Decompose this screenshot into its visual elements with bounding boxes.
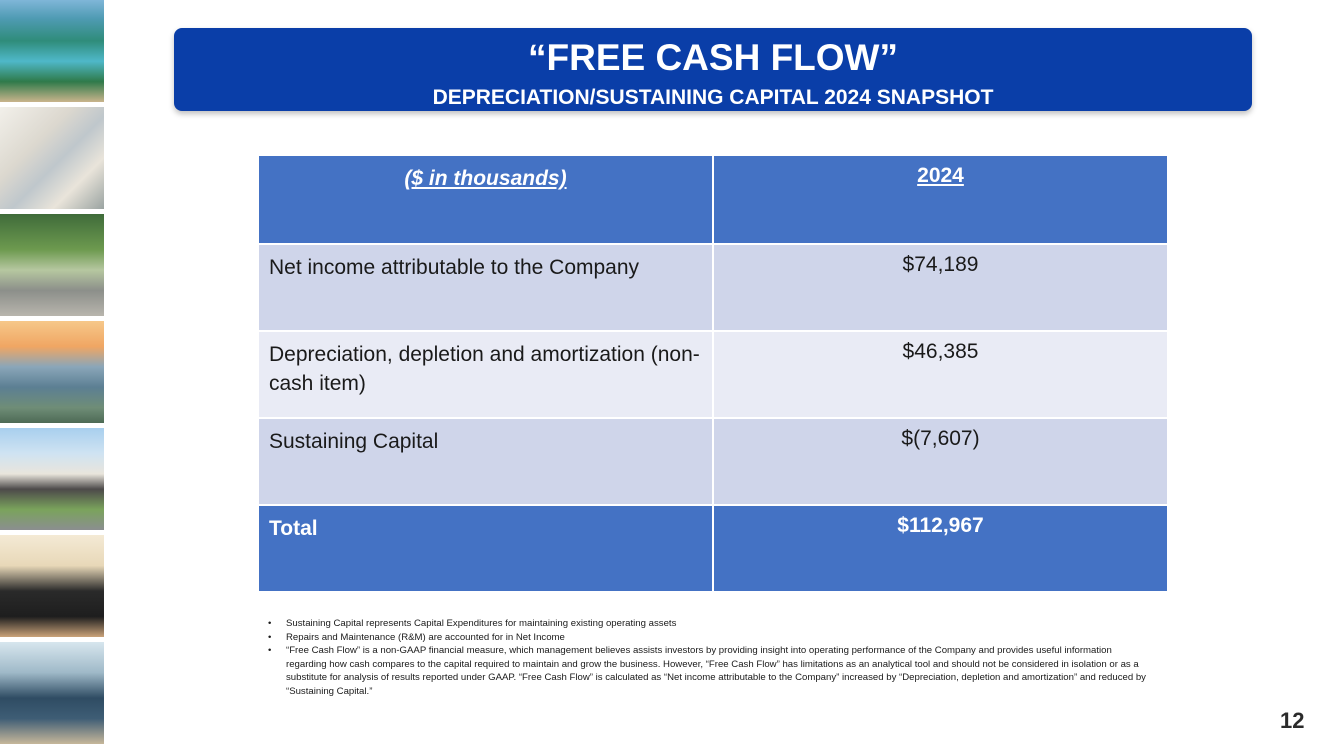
page-subtitle: DEPRECIATION/SUSTAINING CAPITAL 2024 SNAPSHOT [432,86,994,109]
year-header: 2024 [712,156,1167,243]
row-value: $(7,607) [712,417,1167,504]
total-label: Total [259,504,712,591]
units-header: ($ in thousands) [259,156,712,243]
title-banner [174,28,1252,111]
row-label: Sustaining Capital [259,417,712,504]
house-scooter-photo [0,428,104,530]
page-title: “FREE CASH FLOW” [528,37,898,78]
total-value: $112,967 [712,504,1167,591]
server-photo [0,535,104,637]
footnote-text: Repairs and Maintenance (R&M) are accounted for in Net Income [286,631,565,643]
free-cash-flow-table [259,156,1167,591]
total-row [259,504,1167,591]
page-number: 12 [1280,708,1305,733]
footnote-text: Sustaining Capital represents Capital Expenditures for maintaining existing operating assets [286,618,677,629]
sunset-community-photo [0,321,104,423]
bullet-icon: • [268,631,272,643]
footnote-item [268,617,1148,631]
living-room-photo [0,107,104,209]
row-value: $46,385 [712,330,1167,417]
table-header-row [259,156,1167,243]
photo-strip [0,0,104,749]
table-row [259,243,1167,330]
bullet-icon: • [268,618,272,629]
resort-pool-photo [0,0,104,102]
footnote-text: “Free Cash Flow” is a non-GAAP financial measure, which management believes assists investors by providing insight into operating performance of the Company and provides useful information regarding how cash compares to the capital required to maintain and grow the business. However, “Free Cash Flow” has limitations as an analytical tool and should not be considered in isolation or as a substitute for analysis of results reported under GAAP. “Free Cash Flow” is calculated as “Net income attributable to the Company” increased by “Depreciation, depletion and amortization” and reduced by “Sustaining Capital.” [286,645,1146,697]
row-label: Net income attributable to the Company [259,243,712,330]
row-value: $74,189 [712,243,1167,330]
footnote-item [268,644,1148,698]
bullet-icon: • [268,645,272,656]
table-row [259,330,1167,417]
footnote-item [268,631,1148,645]
cyclists-photo [0,214,104,316]
beach-chairs-photo [0,642,104,744]
footnotes [268,617,1148,698]
table-row [259,417,1167,504]
row-label: Depreciation, depletion and amortization (non-cash item) [259,330,712,417]
